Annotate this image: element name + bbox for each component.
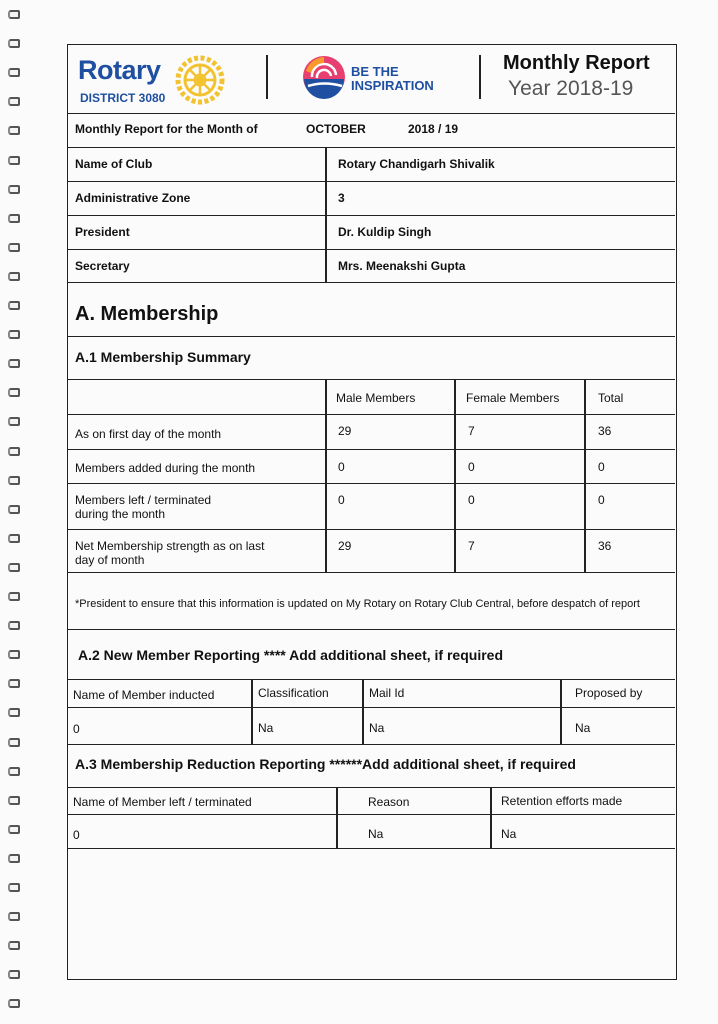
column-divider <box>490 788 492 814</box>
male-count: 0 <box>338 493 345 507</box>
column-divider <box>251 680 253 707</box>
binding-ring <box>8 185 20 194</box>
club-info-label: President <box>75 225 130 239</box>
column-divider <box>362 708 364 744</box>
membership-note <box>68 572 675 629</box>
female-count: 0 <box>468 460 475 474</box>
club-info-label: Name of Club <box>75 157 153 171</box>
binding-ring <box>8 650 20 659</box>
column-divider <box>584 380 586 414</box>
rotary-wordmark: Rotary <box>78 55 161 85</box>
binding-ring <box>8 767 20 776</box>
column-header: Total <box>598 391 624 405</box>
report-header <box>68 45 675 113</box>
report-month-row <box>68 113 675 147</box>
summary-row <box>68 483 675 529</box>
binding-ring <box>8 825 20 834</box>
binding-ring <box>8 999 20 1008</box>
column-divider <box>454 484 456 529</box>
club-info-label: Administrative Zone <box>75 191 191 205</box>
female-count: 0 <box>468 493 475 507</box>
column-divider <box>325 250 327 282</box>
column-divider <box>336 788 338 814</box>
rotary-wheel-icon <box>172 52 228 108</box>
column-divider <box>560 680 562 707</box>
column-header: Proposed by <box>575 686 643 700</box>
column-divider <box>584 450 586 483</box>
binding-ring <box>8 243 20 252</box>
column-divider <box>454 380 456 414</box>
binding-ring <box>8 214 20 223</box>
binding-ring <box>8 796 20 805</box>
binding-ring <box>8 679 20 688</box>
new-member-cell: 0 <box>73 722 80 736</box>
club-info-row <box>68 215 675 249</box>
summary-row <box>68 529 675 572</box>
binding-ring <box>8 301 20 310</box>
column-divider <box>490 815 492 848</box>
binding-ring <box>8 97 20 106</box>
column-header: Reason <box>368 795 410 809</box>
membership-section <box>68 282 675 336</box>
total-count: 36 <box>598 424 612 438</box>
total-count: 0 <box>598 460 605 474</box>
reduction-cell: 0 <box>73 828 80 842</box>
club-info-row <box>68 147 675 181</box>
binding-ring <box>8 126 20 135</box>
report-month-value: OCTOBER <box>306 122 366 136</box>
column-divider <box>584 484 586 529</box>
binding-ring <box>8 505 20 514</box>
male-count: 29 <box>338 424 352 438</box>
summary-header-row <box>68 379 675 414</box>
column-header: Name of Member left / terminated <box>73 795 252 809</box>
binding-ring <box>8 854 20 863</box>
binding-ring <box>8 476 20 485</box>
binding-ring <box>8 534 20 543</box>
report-month-label: Monthly Report for the Month of <box>75 122 258 136</box>
new-member-cell: Na <box>258 721 274 735</box>
section-title: A. Membership <box>75 303 219 325</box>
reduction-cell: Na <box>368 827 384 841</box>
binding-ring <box>8 68 20 77</box>
header-divider <box>479 55 481 99</box>
column-divider <box>454 450 456 483</box>
report-form <box>67 44 677 980</box>
column-header: Male Members <box>336 391 416 405</box>
summary-row-label: Members left / terminated during the month <box>75 493 212 521</box>
column-header: Classification <box>258 686 329 700</box>
binding-ring <box>8 359 20 368</box>
summary-row <box>68 414 675 449</box>
column-divider <box>584 530 586 572</box>
column-divider <box>584 415 586 449</box>
binding-ring <box>8 883 20 892</box>
new-member-row <box>68 707 675 744</box>
column-header: Retention efforts made <box>501 794 623 808</box>
club-info-row <box>68 181 675 215</box>
binding-ring <box>8 10 20 19</box>
club-info-row <box>68 249 675 282</box>
club-info-value: Mrs. Meenakshi Gupta <box>338 259 466 273</box>
new-member-cell: Na <box>575 721 591 735</box>
binding-ring <box>8 708 20 717</box>
district-label: DISTRICT 3080 <box>80 91 166 105</box>
new-member-header-row <box>68 679 675 707</box>
reduction-header-row <box>68 787 675 814</box>
column-divider <box>251 708 253 744</box>
column-header: Female Members <box>466 391 560 405</box>
reduction-cell: Na <box>501 827 517 841</box>
report-year-value: 2018 / 19 <box>408 122 459 136</box>
report-title: Monthly Report <box>503 52 650 74</box>
binding-ring <box>8 39 20 48</box>
column-divider <box>325 530 327 572</box>
club-info-value: Dr. Kuldip Singh <box>338 225 432 239</box>
theme-line-1: BE THE <box>351 64 399 79</box>
summary-row <box>68 449 675 483</box>
column-header: Name of Member inducted <box>73 688 215 702</box>
column-divider <box>454 530 456 572</box>
theme-text <box>351 65 434 93</box>
female-count: 7 <box>468 539 475 553</box>
binding-ring <box>8 912 20 921</box>
total-count: 36 <box>598 539 612 553</box>
club-info-label: Secretary <box>75 259 130 273</box>
subsection-title: A.1 Membership Summary <box>75 349 251 365</box>
binding-ring <box>8 156 20 165</box>
column-header: Mail Id <box>369 686 405 700</box>
summary-row-label: As on first day of the month <box>75 427 222 441</box>
binding-ring <box>8 592 20 601</box>
binding-ring <box>8 738 20 747</box>
column-divider <box>325 450 327 483</box>
binding-ring <box>8 621 20 630</box>
new-member-cell: Na <box>369 721 385 735</box>
male-count: 29 <box>338 539 352 553</box>
column-divider <box>560 708 562 744</box>
report-year: Year 2018-19 <box>508 77 634 100</box>
summary-row-label: Net Membership strength as on last day of month <box>75 539 265 567</box>
membership-summary-heading <box>68 336 675 379</box>
subsection-title: A.3 Membership Reduction Reporting ******Add additional sheet, if required <box>75 756 576 772</box>
new-member-heading <box>68 629 675 679</box>
male-count: 0 <box>338 460 345 474</box>
be-the-inspiration-icon <box>300 53 348 101</box>
spiral-binding <box>4 0 30 1024</box>
binding-ring <box>8 941 20 950</box>
club-info-value: Rotary Chandigarh Shivalik <box>338 157 495 171</box>
binding-ring <box>8 970 20 979</box>
club-info-value: 3 <box>338 191 345 205</box>
header-divider <box>266 55 268 99</box>
blank-area <box>68 848 675 979</box>
theme-line-2: INSPIRATION <box>351 78 434 93</box>
reduction-row <box>68 814 675 848</box>
binding-ring <box>8 417 20 426</box>
column-divider <box>325 216 327 249</box>
note-text: *President to ensure that this information is updated on My Rotary on Rotary Club Central, before despatch of report <box>75 598 640 610</box>
column-divider <box>325 484 327 529</box>
binding-ring <box>8 447 20 456</box>
column-divider <box>325 182 327 215</box>
binding-ring <box>8 563 20 572</box>
total-count: 0 <box>598 493 605 507</box>
column-divider <box>336 815 338 848</box>
column-divider <box>325 148 327 181</box>
binding-ring <box>8 272 20 281</box>
column-divider <box>325 380 327 414</box>
column-divider <box>362 680 364 707</box>
binding-ring <box>8 388 20 397</box>
binding-ring <box>8 330 20 339</box>
reduction-heading <box>68 744 675 787</box>
summary-row-label: Members added during the month <box>75 461 256 475</box>
female-count: 7 <box>468 424 475 438</box>
column-divider <box>454 415 456 449</box>
column-divider <box>325 415 327 449</box>
subsection-title: A.2 New Member Reporting **** Add additional sheet, if required <box>78 647 503 663</box>
